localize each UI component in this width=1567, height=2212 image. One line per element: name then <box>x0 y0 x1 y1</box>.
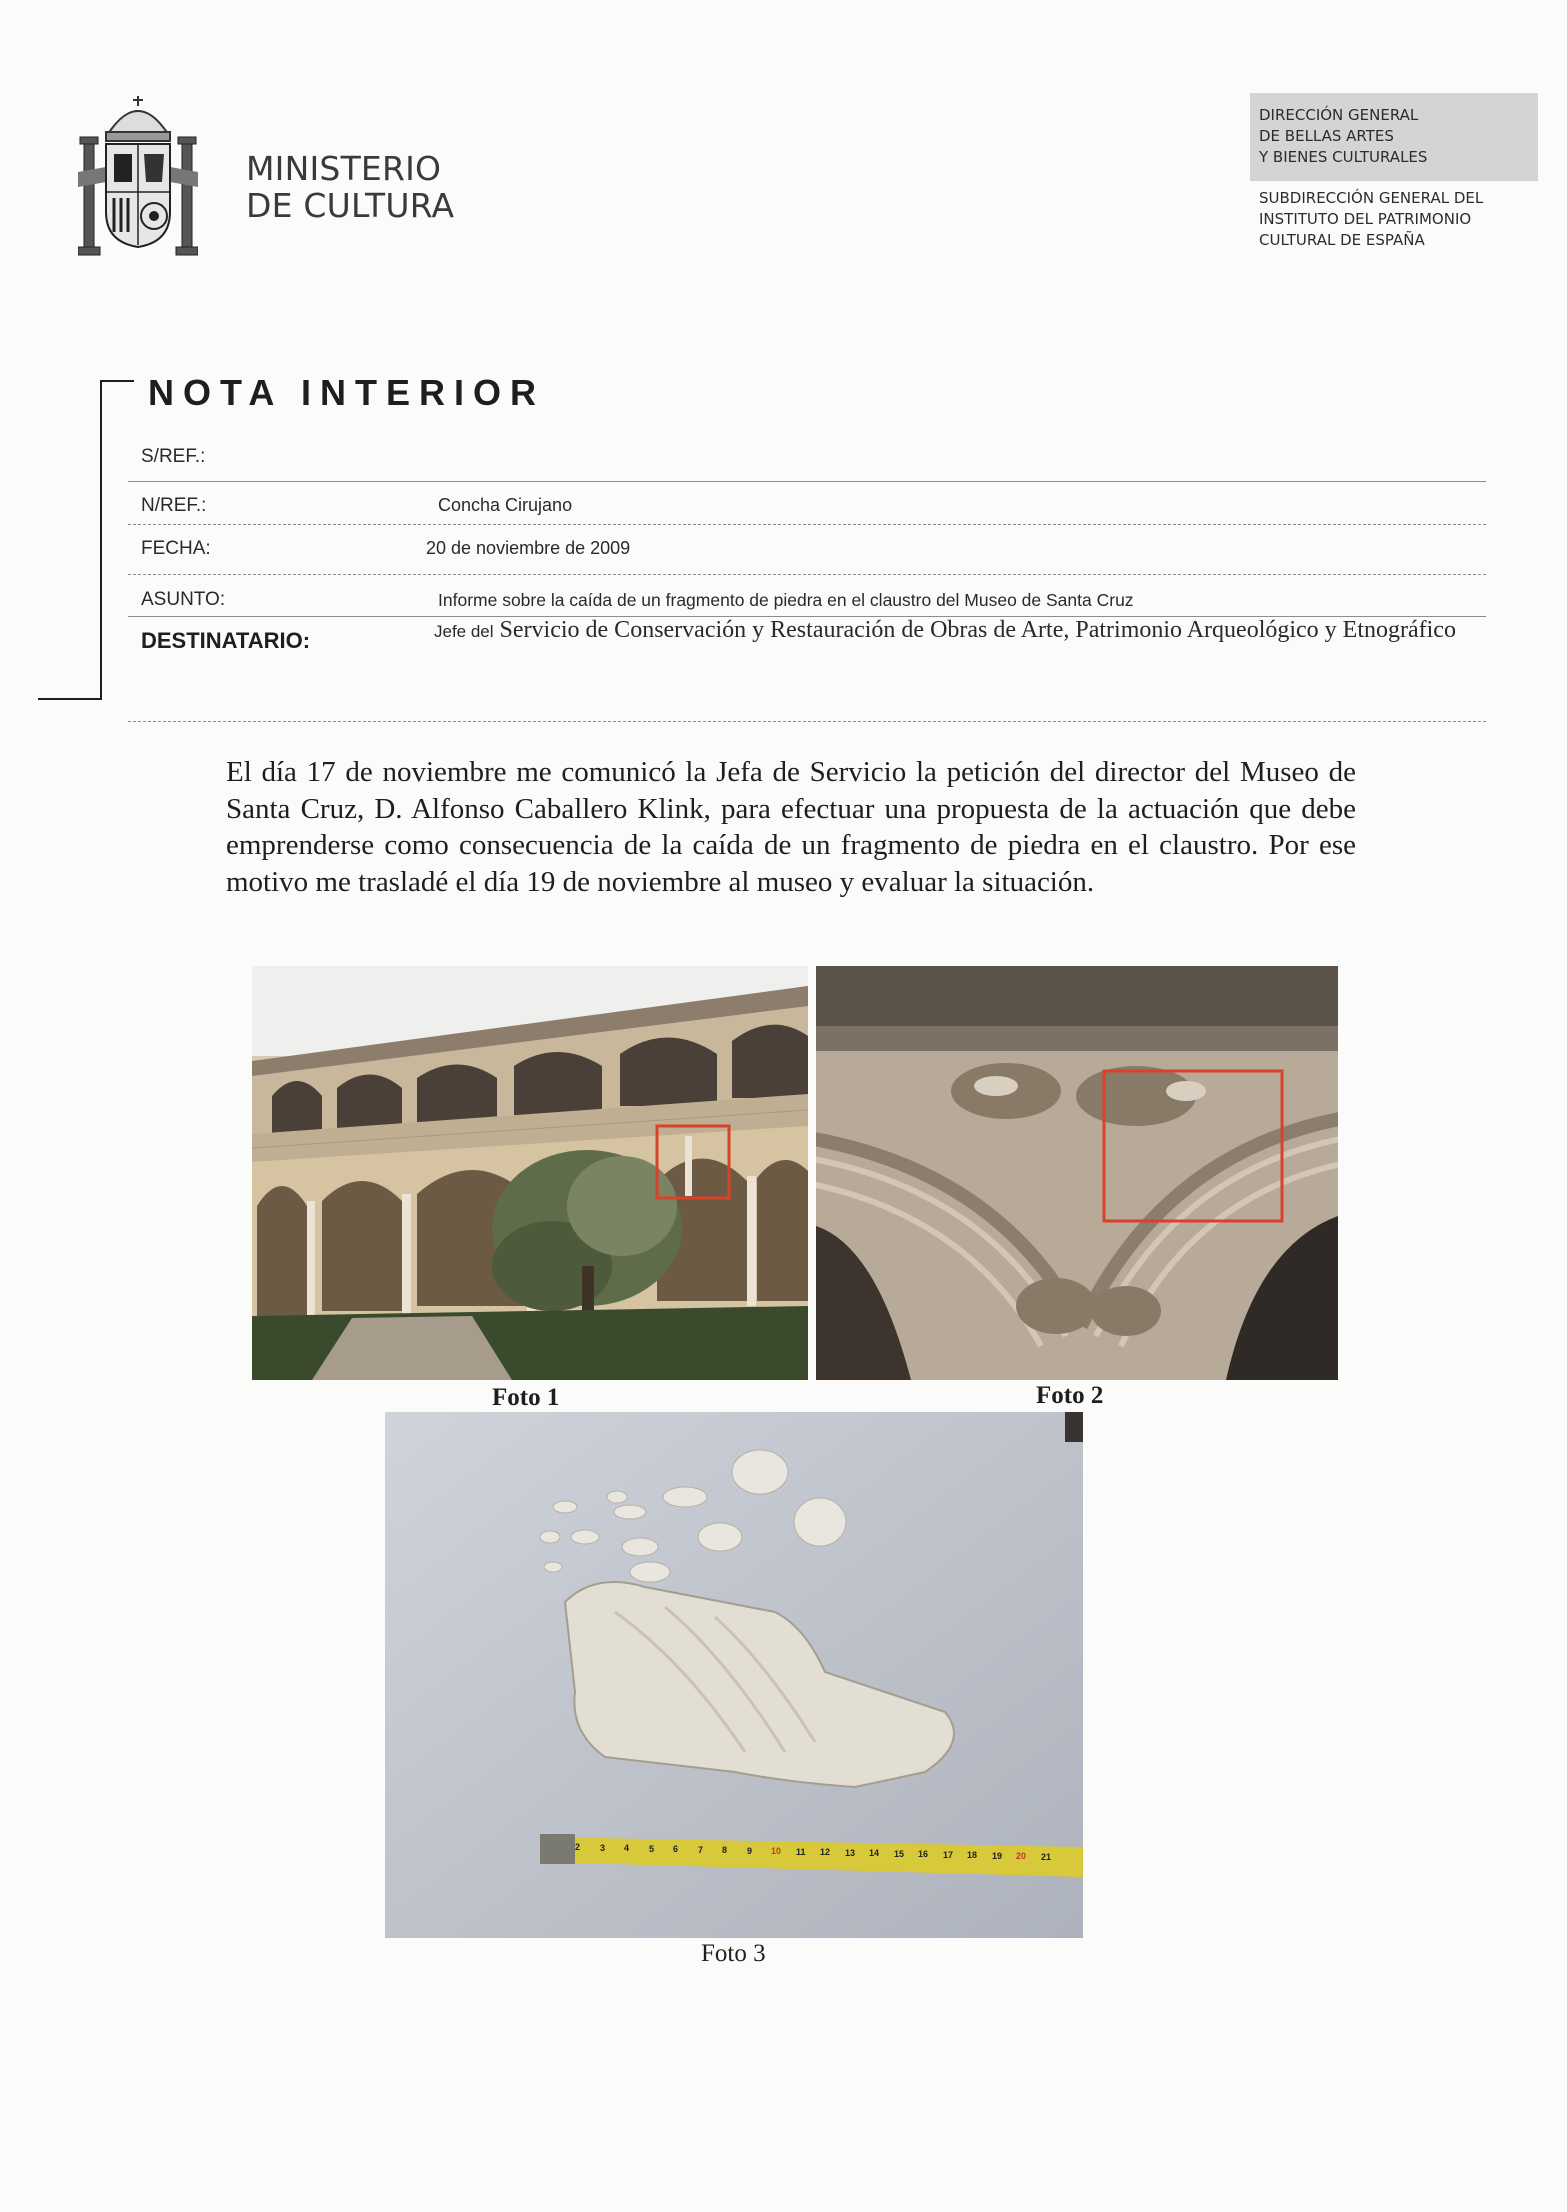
photo-2-carving-detail <box>816 966 1338 1380</box>
tape-number: 17 <box>943 1849 954 1860</box>
asunto-value: Informe sobre la caída de un fragmento de piedra en el claustro del Museo de Santa Cruz <box>438 590 1134 610</box>
tape-number: 5 <box>649 1843 655 1854</box>
tape-number: 4 <box>624 1843 630 1853</box>
nref-label: N/REF.: <box>141 495 207 516</box>
tape-number: 13 <box>845 1847 856 1858</box>
tape-number: 11 <box>796 1846 806 1857</box>
fecha-label: FECHA: <box>141 538 211 559</box>
asunto-label: ASUNTO: <box>141 589 226 610</box>
ministry-line-1: MINISTERIO <box>246 149 442 188</box>
tape-number: 16 <box>918 1849 929 1859</box>
tape-number: 18 <box>967 1850 978 1860</box>
tape-number: 9 <box>747 1845 753 1856</box>
rule-3 <box>128 574 1486 575</box>
photo-3-stone-fragment <box>385 1412 1083 1938</box>
sref-label: S/REF.: <box>141 446 206 467</box>
photo-1-caption: Foto 1 <box>492 1384 560 1411</box>
sub-line-1: SUBDIRECCIÓN GENERAL DEL <box>1259 189 1484 207</box>
tape-number: 20 <box>1016 1851 1027 1861</box>
tape-number: 3 <box>600 1842 606 1853</box>
sub-line-3: CULTURAL DE ESPAÑA <box>1259 231 1425 249</box>
body-paragraph: El día 17 de noviembre me comunicó la Jefa de Servicio la petición del director del Museo de Santa Cruz, D. Alfonso Caballero Klink, para efectuar una propuesta de la actuación que debe emprenderse como consecuencia de la caída de un fragmento de piedra en el claustro. Por ese motivo me trasladé el día 19 de noviembre al museo y evaluar la situación. <box>226 756 1356 898</box>
dg-line-1: DIRECCIÓN GENERAL <box>1259 106 1419 124</box>
photo-3-caption: Foto 3 <box>701 1940 766 1967</box>
tape-number: 6 <box>673 1844 679 1854</box>
tape-measure-numbers <box>575 1840 1083 1862</box>
bracket-vertical <box>100 380 102 700</box>
dg-line-2: DE BELLAS ARTES <box>1259 127 1394 145</box>
rule-1 <box>128 481 1486 482</box>
destinatario-label: DESTINATARIO: <box>141 628 311 653</box>
tape-number: 7 <box>698 1844 704 1855</box>
tape-number: 19 <box>992 1850 1003 1861</box>
dg-line-3: Y BIENES CULTURALES <box>1259 148 1428 166</box>
fecha-value: 20 de noviembre de 2009 <box>426 538 631 558</box>
rule-5 <box>128 721 1486 722</box>
photo-2-caption: Foto 2 <box>1036 1382 1104 1409</box>
tape-number: 14 <box>869 1848 880 1858</box>
tape-number: 2 <box>575 1842 581 1852</box>
destinatario-text: Servicio de Conservación y Restauración de Obras de Arte, Patrimonio Arqueológico y Etnográfico <box>499 617 1456 643</box>
nref-value: Concha Cirujano <box>438 495 573 515</box>
tape-number: 10 <box>771 1846 782 1856</box>
tape-number: 12 <box>820 1847 831 1857</box>
destinatario-value <box>434 617 1474 645</box>
direccion-general-text <box>1259 105 1427 168</box>
bracket-top <box>100 380 134 382</box>
sub-line-2: INSTITUTO DEL PATRIMONIO <box>1259 210 1472 228</box>
ministry-line-2: DE CULTURA <box>246 186 455 225</box>
tape-number: 15 <box>894 1848 905 1859</box>
ministry-name <box>246 150 454 224</box>
destinatario-prefix: Jefe del <box>434 622 494 641</box>
rule-2 <box>128 524 1486 525</box>
bracket-bottom <box>38 698 102 700</box>
tape-number: 8 <box>722 1845 728 1855</box>
subdireccion-text <box>1259 188 1483 251</box>
memo-title: NOTA INTERIOR <box>148 372 545 413</box>
coat-of-arms-logo <box>78 92 198 262</box>
tape-number: 21 <box>1041 1851 1052 1862</box>
photo-1-cloister <box>252 966 808 1380</box>
